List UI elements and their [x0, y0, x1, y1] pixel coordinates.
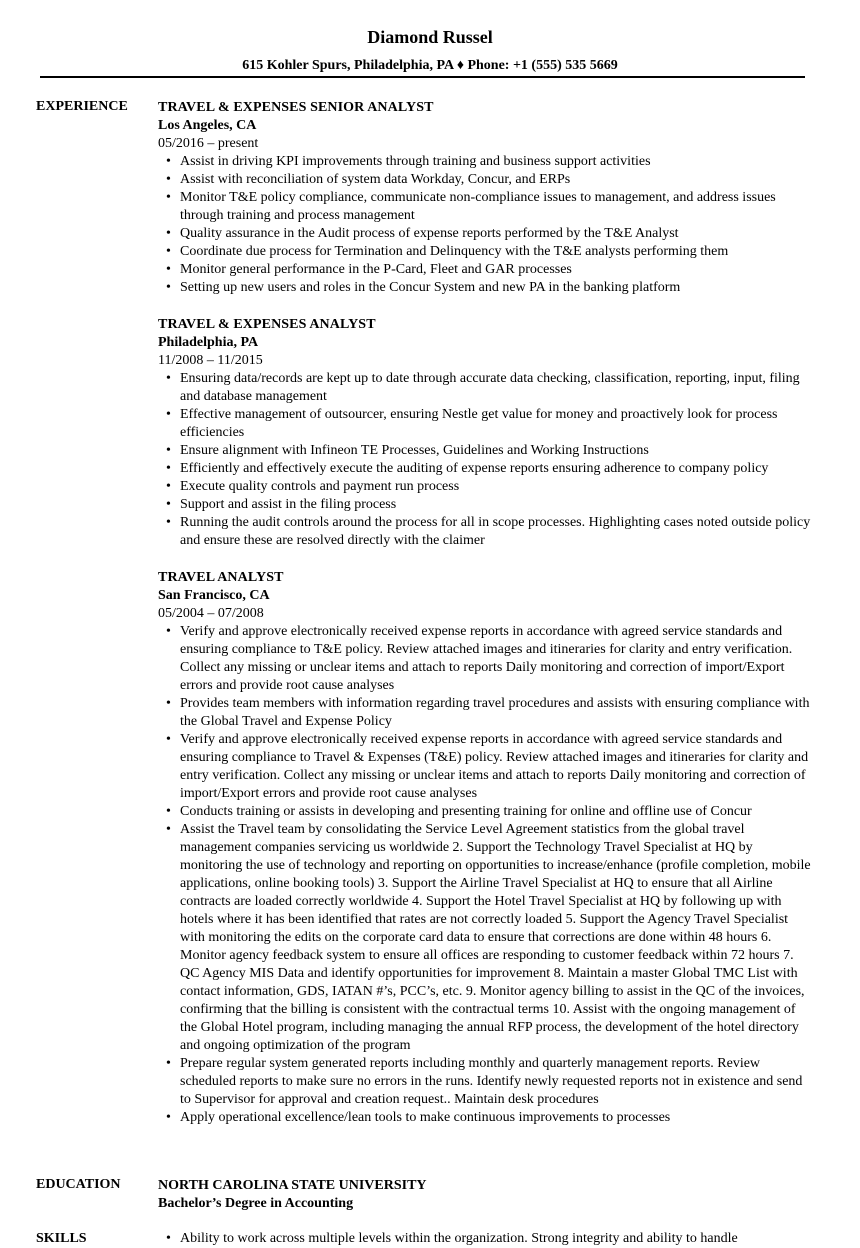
job-title: TRAVEL ANALYST — [158, 570, 284, 585]
job-title: TRAVEL & EXPENSES ANALYST — [158, 317, 376, 332]
contact-line: 615 Kohler Spurs, Philadelphia, PA ♦ Phone: +1 (555) 535 5669 — [242, 58, 618, 73]
job-location: San Francisco, CA — [158, 588, 270, 603]
experience-list — [158, 98, 812, 1127]
bullet-item: • Monitor T&E policy compliance, communicate non-compliance issues to management, and address issues through training and process management — [158, 189, 812, 225]
job-entry — [158, 98, 812, 297]
bullet-item: • Quality assurance in the Audit process of expense reports performed by the T&E Analyst — [158, 225, 812, 243]
bullet-item: • Assist the Travel team by consolidating the Service Level Agreement statistics from the global travel management companies servicing us worldwide 2. Support the Technology Travel Specialist at HQ by monitoring the use of technology and reporting on opportunities to increase/enhance (profile completion, mobile applications, online booking tools) 3. Support the Airline Travel Specialist at HQ to ensure that all Airline contracts are loaded correctly worldwide 4. Support the Hotel Travel Specialist at HQ by following up with hotels where it has been identified that rates are not correctly loaded 5. Support the Agency Travel Specialist with monitoring the edits on the corporate card data to ensure that corrections are done within 48 hours 6. Monitor agency feedback system to ensure all offices are responding to customer feedback within 72 hours 7. QC Agency MIS Data and identify opportunities for improvement 8. Maintain a master Global TMC List with contact information, GDS, IATAN #’s, PCC’s, etc. 9. Monitor agency billing to assist in the QC of the invoices, confirming that the billing is consistent with the contractual terms 10. Assist with the ongoing management of the Global Hotel program, including managing the annual RFP process, the development of the hotel directory and ongoing optimization of the program — [158, 821, 812, 1055]
job-location: Los Angeles, CA — [158, 118, 257, 133]
bullet-item: • Support and assist in the filing process — [158, 496, 812, 514]
bullet-item: • Ensuring data/records are kept up to date through accurate data checking, classification, reporting, input, filing and database management — [158, 370, 812, 406]
header-divider — [40, 76, 805, 78]
bullet-item: • Assist in driving KPI improvements through training and business support activities — [158, 153, 812, 171]
bullet-item: • Execute quality controls and payment run process — [158, 478, 812, 496]
candidate-name: Diamond Russel — [367, 27, 493, 47]
skills-bullets — [158, 1230, 812, 1248]
job-entry — [158, 315, 812, 550]
bullet-item: • Provides team members with information regarding travel procedures and assists with ensuring compliance with the Global Travel and Expense Policy — [158, 695, 812, 731]
bullet-item: • Verify and approve electronically received expense reports in accordance with agreed service standards and ensuring compliance to Travel & Expenses (T&E) policy. Review attached images and itineraries for clarity and entry verification. Collect any missing or unclear items and attach to reports Daily monitoring and correction of import/Export errors and provide root cause analyses — [158, 731, 812, 803]
job-title: TRAVEL & EXPENSES SENIOR ANALYST — [158, 100, 434, 115]
bullet-item: • Assist with reconciliation of system data Workday, Concur, and ERPs — [158, 171, 812, 189]
section-label-experience: EXPERIENCE — [36, 99, 128, 114]
skill-item: • Ability to work across multiple levels within the organization. Strong integrity and ability to handle — [158, 1230, 812, 1248]
education-school: NORTH CAROLINA STATE UNIVERSITY — [158, 1178, 427, 1193]
job-entry — [158, 568, 812, 1127]
bullet-item: • Running the audit controls around the process for all in scope processes. Highlighting cases noted outside policy and ensure these are resolved directly with the claimer — [158, 514, 812, 550]
bullet-item: • Conducts training or assists in developing and presenting training for online and offline use of Concur — [158, 803, 812, 821]
section-label-education: EDUCATION — [36, 1177, 121, 1192]
section-label-skills: SKILLS — [36, 1231, 87, 1246]
bullet-item: • Prepare regular system generated reports including monthly and quarterly management reports. Review scheduled reports to make sure no errors in the runs. Identify newly requested reports not in existence and send to Supervisor for approval and creation request.. Maintain desk procedures — [158, 1055, 812, 1109]
education-degree: Bachelor’s Degree in Accounting — [158, 1196, 354, 1211]
education-section — [36, 1176, 812, 1213]
job-bullets — [158, 153, 812, 297]
resume-header — [0, 0, 860, 74]
bullet-item: • Verify and approve electronically received expense reports in accordance with agreed service standards and ensuring compliance to T&E policy. Review attached images and itineraries for clarity and entry verification. Collect any missing or unclear items and attach to reports Daily monitoring and correction of import/Export errors and provide root cause analyses — [158, 623, 812, 695]
bullet-item: • Setting up new users and roles in the Concur System and new PA in the banking platform — [158, 279, 812, 297]
experience-section — [36, 98, 812, 1145]
job-dates: 05/2016 – present — [158, 136, 259, 151]
job-dates: 05/2004 – 07/2008 — [158, 606, 264, 621]
bullet-item: • Ensure alignment with Infineon TE Processes, Guidelines and Working Instructions — [158, 442, 812, 460]
skills-section — [36, 1230, 812, 1248]
bullet-item: • Apply operational excellence/lean tools to make continuous improvements to processes — [158, 1109, 812, 1127]
bullet-item: • Efficiently and effectively execute the auditing of expense reports ensuring adherence to company policy — [158, 460, 812, 478]
bullet-item: • Coordinate due process for Termination and Delinquency with the T&E analysts performing them — [158, 243, 812, 261]
job-bullets — [158, 623, 812, 1127]
bullet-item: • Effective management of outsourcer, ensuring Nestle get value for money and proactively look for process efficiencies — [158, 406, 812, 442]
job-bullets — [158, 370, 812, 550]
bullet-item: • Monitor general performance in the P-Card, Fleet and GAR processes — [158, 261, 812, 279]
job-dates: 11/2008 – 11/2015 — [158, 353, 263, 368]
job-location: Philadelphia, PA — [158, 335, 259, 350]
